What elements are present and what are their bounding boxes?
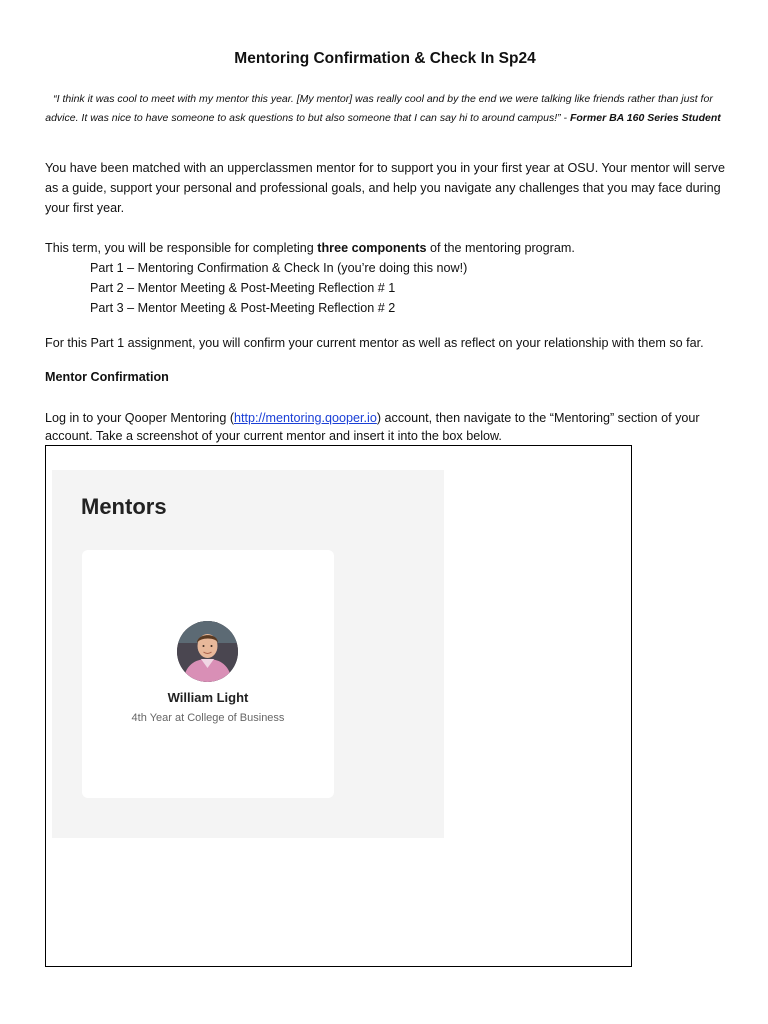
term-text-before: This term, you will be responsible for completing bbox=[45, 241, 318, 255]
login-instructions bbox=[45, 409, 725, 445]
login-text-after: ) account, then navigate to the “Mentoring” section of your account. Take a screenshot of your current mentor and insert it into the box below. bbox=[45, 411, 700, 443]
parts-list bbox=[90, 258, 467, 318]
mentor-name: William Light bbox=[167, 690, 249, 705]
login-text-before: Log in to your Qooper Mentoring ( bbox=[45, 411, 235, 425]
qooper-link[interactable]: http://mentoring.qooper.io bbox=[234, 411, 377, 425]
part-item: Part 3 – Mentor Meeting & Post-Meeting Reflection # 2 bbox=[90, 301, 396, 315]
quote-separator: - bbox=[560, 112, 570, 124]
term-text-bold: three components bbox=[317, 241, 427, 255]
mentor-avatar bbox=[177, 621, 238, 682]
document-title: Mentoring Confirmation & Check In Sp24 bbox=[234, 50, 536, 67]
mentor-screenshot bbox=[52, 470, 444, 838]
part-item: Part 1 – Mentoring Confirmation & Check In (you’re doing this now!) bbox=[90, 261, 468, 275]
testimonial-quote bbox=[43, 90, 723, 128]
part-item: Part 2 – Mentor Meeting & Post-Meeting Reflection # 1 bbox=[90, 281, 396, 295]
mentor-card bbox=[82, 550, 334, 798]
quote-attribution: Former BA 160 Series Student bbox=[569, 112, 721, 124]
person-photo-icon bbox=[177, 621, 238, 682]
intro-paragraph: You have been matched with an upperclassmen mentor for to support you in your first year at OSU. Your mentor will serve as a guide, support your personal and professional goals, and help you navigate any challenges that you may face during your first year. bbox=[45, 161, 725, 215]
term-paragraph bbox=[45, 238, 725, 258]
quote-text: “I think it was cool to meet with my mentor this year. [My mentor] was really cool and by the end we were talking like friends rather than just for advice. It was nice to have someone to ask questions to but also someone that I can say hi to around campus!” bbox=[45, 93, 713, 124]
screenshot-answer-box[interactable] bbox=[45, 445, 632, 967]
mentors-title: Mentors bbox=[81, 494, 167, 519]
term-text-after: of the mentoring program. bbox=[426, 241, 575, 255]
mentor-subtitle: 4th Year at College of Business bbox=[131, 712, 285, 724]
section-heading: Mentor Confirmation bbox=[45, 370, 169, 384]
part1-instruction: For this Part 1 assignment, you will confirm your current mentor as well as reflect on your relationship with them so far. bbox=[45, 336, 704, 350]
